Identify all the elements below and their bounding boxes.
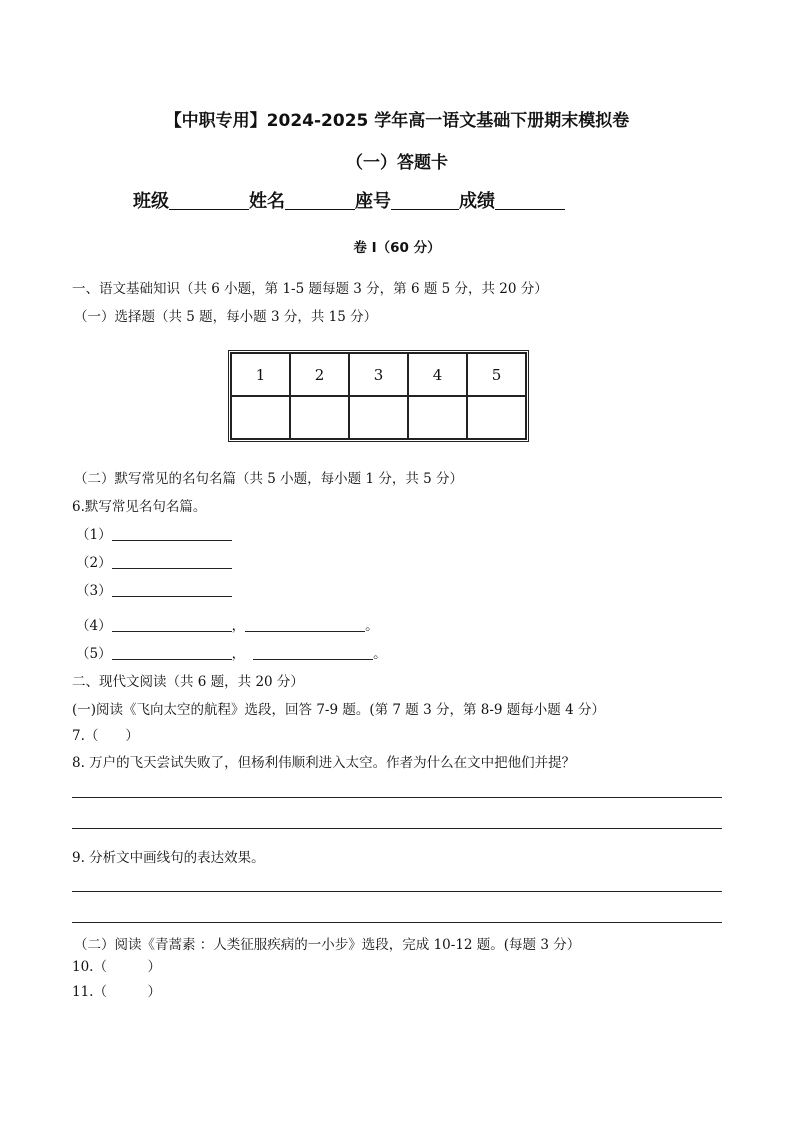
choice-answer-cell-5[interactable] — [467, 396, 526, 439]
reading2-heading: （二）阅读《青蒿素 ：人类征服疾病的一小步》选段，完成 10-12 题。(每题 3 分） — [74, 937, 581, 953]
dictation-blank-5a[interactable] — [112, 645, 232, 660]
volume-label: 卷 I（60 分） — [353, 240, 441, 256]
reading1-heading: (一)阅读《飞向太空的航程》选段，回答 7-9 题。(第 7 题 3 分，第 8-9 题每小题 4 分） — [72, 702, 605, 718]
part1-heading: 一、语文基础知识（共 6 小题，第 1-5 题每题 3 分，第 6 题 5 分，共 20 分） — [72, 281, 548, 297]
question-6: 6.默写常见名句名篇。 — [72, 499, 207, 515]
dictation-item-5: （5） ， 。 — [76, 646, 387, 662]
dictation-blank-1[interactable] — [112, 526, 232, 541]
choice-answer-cell-4[interactable] — [408, 396, 467, 439]
class-blank[interactable] — [169, 191, 249, 210]
seat-label: 座号 — [355, 191, 391, 212]
name-label: 姓名 — [249, 191, 285, 212]
question-10[interactable]: 10.（ ） — [72, 959, 161, 975]
name-blank[interactable] — [285, 191, 355, 210]
dictation-item-2: （2） — [76, 551, 232, 571]
dictation-blank-5b[interactable] — [253, 645, 373, 660]
score-label: 成绩 — [459, 191, 495, 212]
answer-line-9b[interactable] — [72, 922, 722, 923]
class-label: 班级 — [133, 191, 169, 212]
choice-number-1: 1 — [231, 353, 290, 396]
part2-heading: 二、现代文阅读（共 6 题，共 20 分） — [72, 674, 304, 690]
page-title: 【中职专用】2024-2025 学年高一语文基础下册期末模拟卷 — [164, 111, 630, 131]
choice-answer-table — [228, 350, 529, 442]
choice-number-3: 3 — [349, 353, 408, 396]
choice-heading: （一）选择题（共 5 题，每小题 3 分，共 15 分） — [74, 309, 378, 325]
dictation-blank-2[interactable] — [112, 554, 232, 569]
answer-line-8a[interactable] — [72, 797, 722, 798]
dictation-heading: （二）默写常见的名句名篇（共 5 小题，每小题 1 分，共 5 分） — [74, 471, 464, 487]
seat-blank[interactable] — [391, 191, 459, 210]
answer-line-9a[interactable] — [72, 891, 722, 892]
question-7[interactable]: 7.（ ） — [72, 728, 139, 744]
dictation-item-3: （3） — [76, 579, 232, 599]
answer-line-8b[interactable] — [72, 828, 722, 829]
choice-answer-cell-3[interactable] — [349, 396, 408, 439]
dictation-blank-4b[interactable] — [245, 617, 365, 632]
page-subtitle: （一）答题卡 — [346, 153, 448, 173]
choice-number-2: 2 — [290, 353, 349, 396]
question-11[interactable]: 11.（ ） — [72, 984, 161, 1000]
question-9: 9. 分析文中画线句的表达效果。 — [72, 850, 265, 866]
choice-answer-cell-2[interactable] — [290, 396, 349, 439]
dictation-item-4: （4） ， 。 — [76, 618, 379, 634]
choice-answer-cell-1[interactable] — [231, 396, 290, 439]
dictation-item-1: （1） — [76, 523, 232, 543]
choice-number-4: 4 — [408, 353, 467, 396]
choice-number-5: 5 — [467, 353, 526, 396]
dictation-blank-3[interactable] — [112, 582, 232, 597]
question-8: 8. 万户的飞天尝试失败了，但杨利伟顺利进入太空。作者为什么在文中把他们并提？ — [72, 755, 576, 771]
dictation-blank-4a[interactable] — [112, 617, 232, 632]
score-blank[interactable] — [495, 191, 565, 210]
student-info-row — [133, 187, 565, 213]
